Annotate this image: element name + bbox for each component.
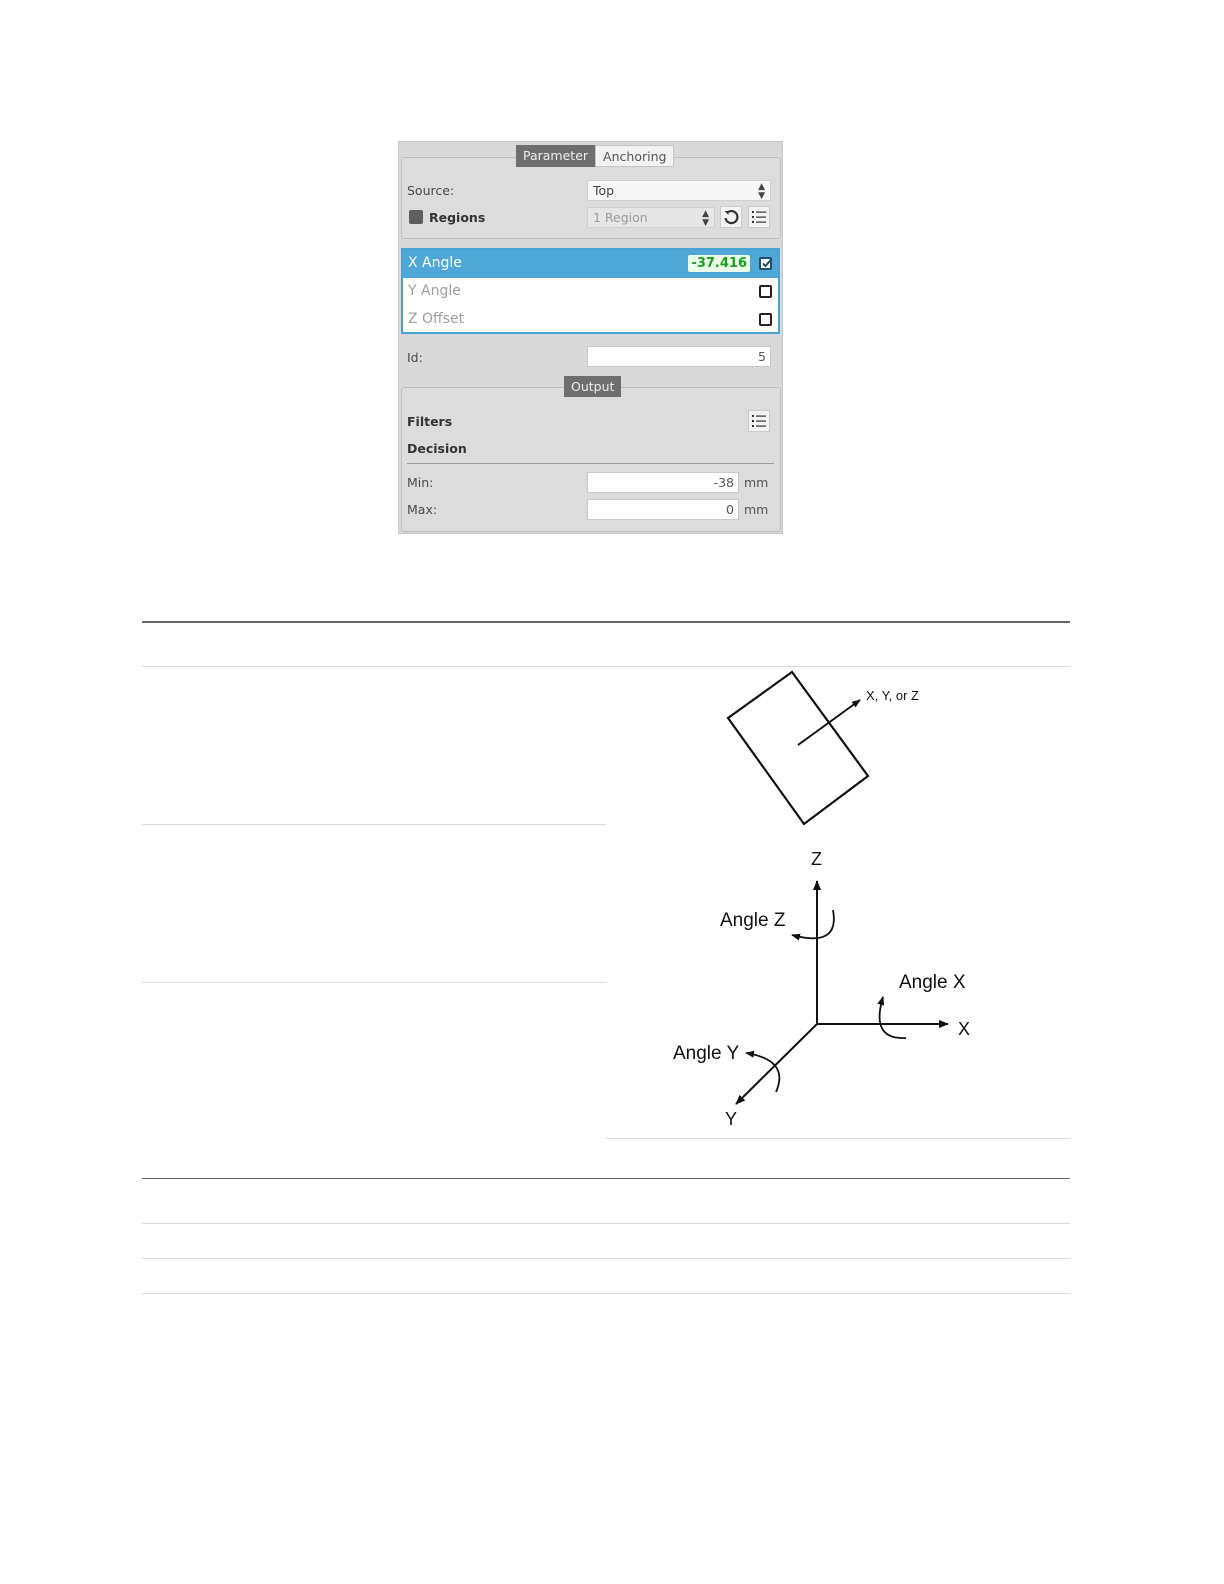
rotated-part-diagram [728,672,919,824]
regions-label: Regions [429,210,486,225]
max-unit: mm [744,502,769,517]
angle-z-arrow [792,910,834,938]
tab-output[interactable]: Output [564,376,621,397]
part-outline [728,672,868,824]
axis-arrow [798,700,860,745]
measurement-value-badge: -37.416 [688,255,750,272]
y-axis-label: Y [725,1109,738,1129]
max-input[interactable]: 0 [587,499,739,520]
select-arrows-icon: ▲ ▼ [702,209,709,228]
min-label: Min: [407,475,434,490]
angle-x-label: Angle X [899,972,966,993]
measurement-name: X Angle [408,255,462,271]
x-axis-label: X [958,1019,971,1039]
source-label: Source: [407,183,455,198]
id-input[interactable]: 5 [587,346,771,367]
angle-z-label: Angle Z [720,910,786,931]
source-value: Top [593,183,615,198]
angle-axes-diagram [673,849,970,1129]
decision-label: Decision [407,441,467,456]
max-label: Max: [407,502,438,517]
z-axis-label: Z [811,849,822,869]
axis-label: X, Y, or Z [866,688,919,703]
filters-label: Filters [407,414,453,429]
angle-y-arrow [746,1053,779,1092]
select-arrows-icon: ▲ ▼ [758,182,765,201]
id-label: Id: [407,350,423,365]
angle-x-arrow [880,997,906,1038]
tab-parameter[interactable]: Parameter [516,145,595,167]
min-unit: mm [744,475,769,490]
tab-anchoring[interactable]: Anchoring [595,145,674,167]
measurement-name: Z Offset [408,311,465,327]
regions-value: 1 Region [593,210,648,225]
measurement-name: Y Angle [408,283,461,299]
min-input[interactable]: -38 [587,472,739,493]
angle-y-label: Angle Y [673,1043,740,1064]
